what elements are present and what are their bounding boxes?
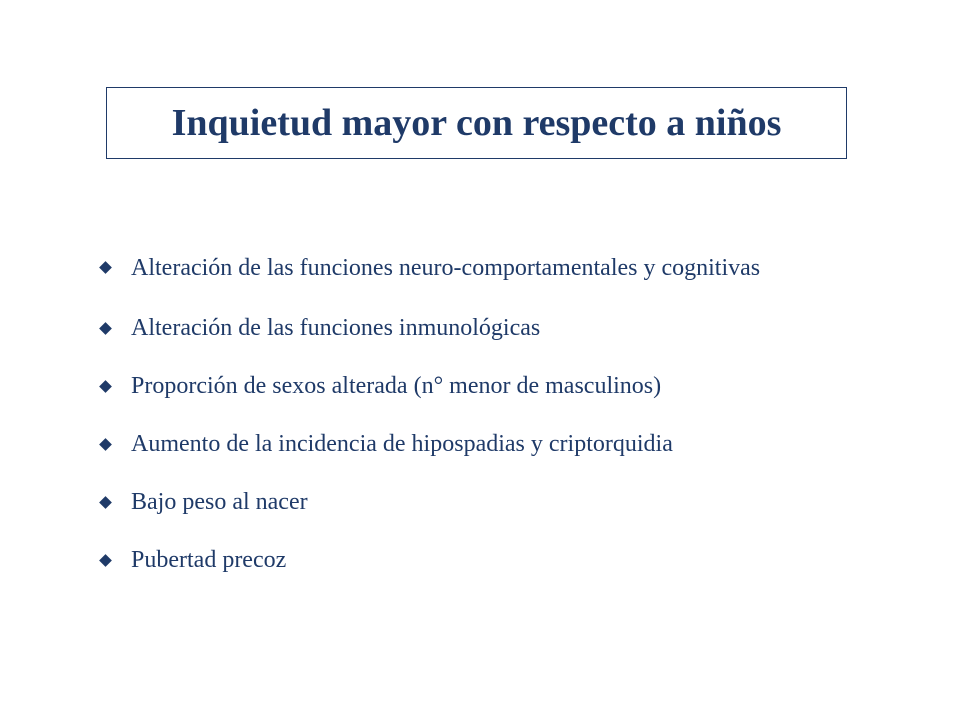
- bullet-item: [96, 306, 876, 350]
- bullet-item: [96, 244, 876, 292]
- bullet-text: Pubertad precoz: [131, 547, 287, 573]
- bullet-item: [96, 538, 876, 582]
- diamond-bullet-icon: [99, 496, 112, 509]
- bullet-text: Alteración de las funciones inmunológicas: [131, 315, 541, 341]
- bullet-item: [96, 480, 876, 524]
- bullet-list: [96, 244, 876, 596]
- diamond-bullet-icon: [99, 554, 112, 567]
- bullet-item: [96, 422, 876, 466]
- diamond-bullet-icon: [99, 380, 112, 393]
- title-box: [106, 87, 847, 159]
- bullet-item: [96, 364, 876, 408]
- bullet-text: Proporción de sexos alterada (n° menor de masculinos): [131, 373, 662, 399]
- diamond-bullet-icon: [99, 438, 112, 451]
- bullet-text: Aumento de la incidencia de hipospadias y criptorquidia: [131, 431, 673, 457]
- slide-title: Inquietud mayor con respecto a niños: [171, 102, 782, 144]
- diamond-bullet-icon: [99, 322, 112, 335]
- diamond-bullet-icon: [99, 261, 112, 274]
- bullet-text: Bajo peso al nacer: [131, 489, 308, 515]
- bullet-text: Alteración de las funciones neuro-comportamentales y cognitivas: [131, 255, 761, 281]
